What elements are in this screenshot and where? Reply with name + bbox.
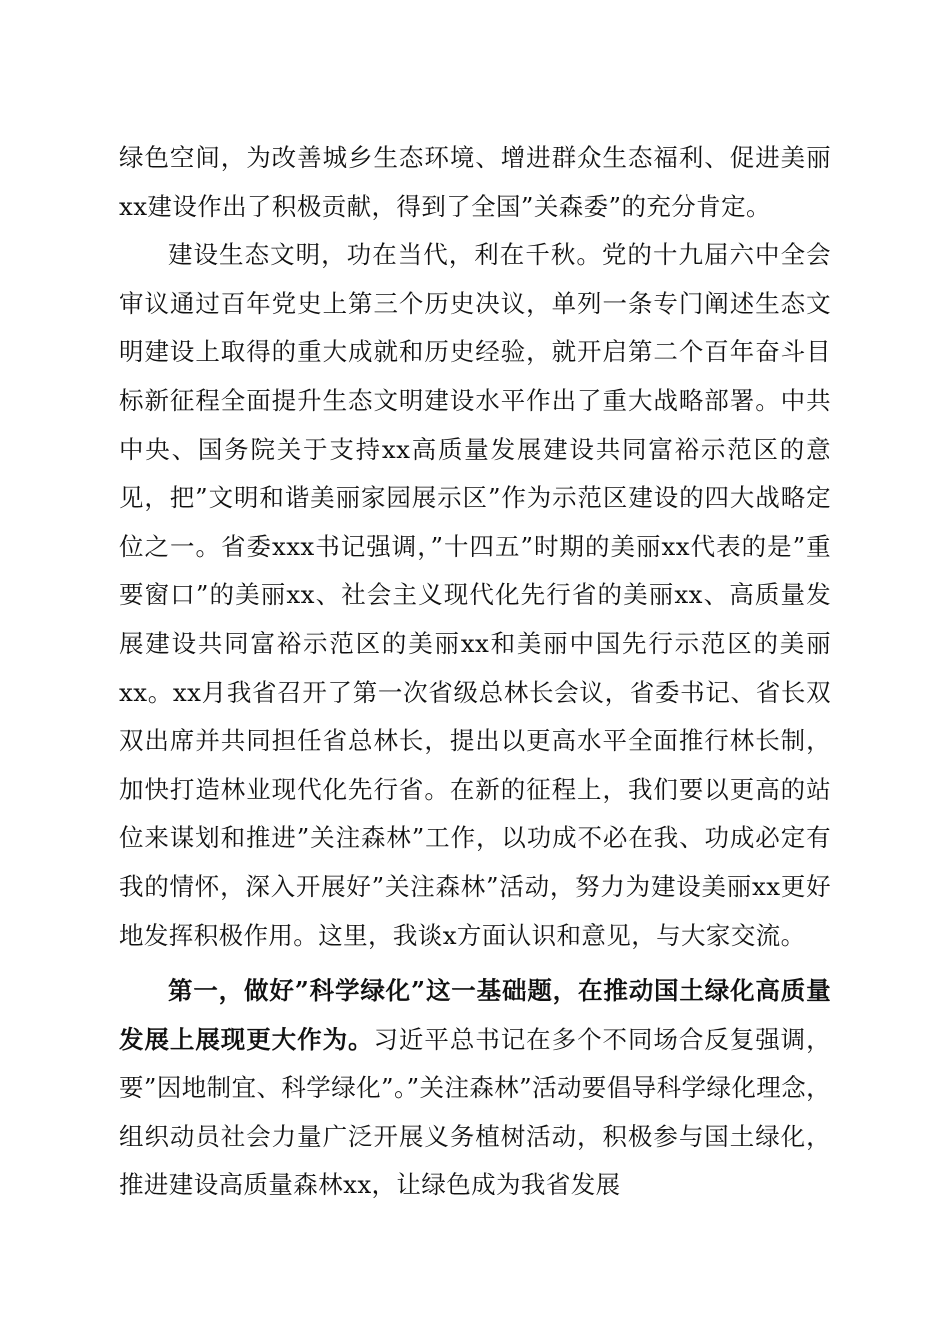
first-point-body: 习近平总书记在多个不同场合反复强调，要”因地制宜、科学绿化”。”关注森林”活动要倡导科学绿化理念，组织动员社会力量广泛开展义务植树活动，积极参与国土绿化，推进建设高质量森林xx，让绿色成为我省发展 (119, 1024, 831, 1200)
paragraph-continued: 绿色空间，为改善城乡生态环境、增进群众生态福利、促进美丽xx建设作出了积极贡献，得到了全国”关森委”的充分肯定。 (119, 143, 831, 221)
document-body (119, 134, 831, 1210)
first-point-heading: 第一，做好”科学绿化”这一基础题，在推动国土绿化高质量发展上展现更大作为。 (119, 976, 831, 1054)
paragraph-ecological-civilization: 建设生态文明，功在当代，利在千秋。党的十九届六中全会审议通过百年党史上第三个历史决议，单列一条专门阐述生态文明建设上取得的重大成就和历史经验，就开启第二个百年奋斗目标新征程全面提升生态文明建设水平作出了重大战略部署。中共中央、国务院关于支持xx高质量发展建设共同富裕示范区的意见，把”文明和谐美丽家园展示区”作为示范区建设的四大战略定位之一。省委xxx书记强调，”十四五”时期的美丽xx代表的是”重要窗口”的美丽xx、社会主义现代化先行省的美丽xx、高质量发展建设共同富裕示范区的美丽xx和美丽中国先行示范区的美丽xx。xx月我省召开了第一次省级总林长会议，省委书记、省长双双出席并共同担任省总林长，提出以更高水平全面推行林长制，加快打造林业现代化先行省。在新的征程上，我们要以更高的站位来谋划和推进”关注森林”工作，以功成不必在我、功成必定有我的情怀，深入开展好”关注森林”活动，努力为建设美丽xx更好地发挥积极作用。这里，我谈x方面认识和意见，与大家交流。 (119, 240, 831, 950)
paragraph-first-point (119, 967, 831, 1210)
